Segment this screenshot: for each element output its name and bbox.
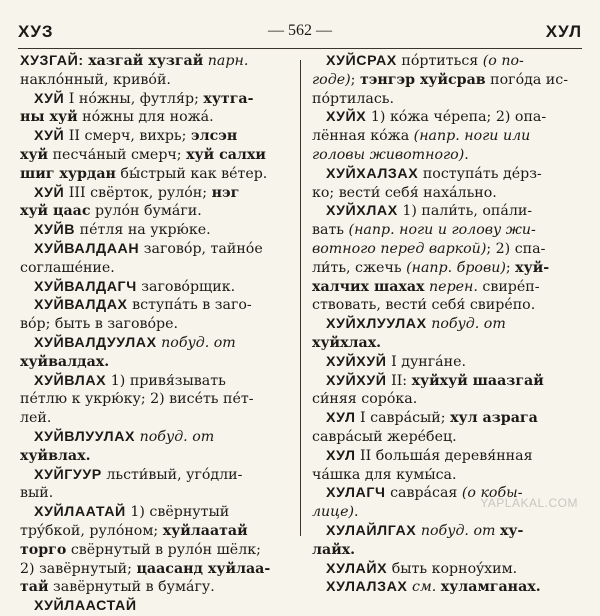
dictionary-line: хуй песча́ный смерч; хуй салхи bbox=[20, 146, 266, 163]
header-right-guideword: ХУЛ bbox=[545, 22, 582, 41]
dictionary-line: ХУЛ II большáя деревя́нная bbox=[326, 447, 533, 464]
dictionary-line: ХУЙ III свёрток, рулóн; нэг bbox=[34, 184, 240, 201]
dictionary-line: головы животного). bbox=[312, 146, 469, 163]
dictionary-line: ХУЙХЛУУЛАХ побуд. от bbox=[326, 316, 506, 333]
dictionary-line: торго свёрнутый в рулóн шёлк; bbox=[20, 541, 261, 558]
dictionary-line: халчих шахах перен. свирéп- bbox=[312, 278, 540, 295]
dictionary-line: ХУЙВАЛДАХ вступáть в заго- bbox=[34, 297, 252, 314]
dictionary-line: лайх. bbox=[312, 541, 356, 558]
header-rule bbox=[18, 48, 582, 49]
dictionary-line: ны хуй нóжны для ножá. bbox=[20, 109, 214, 126]
dictionary-line: пéтлю к укрю́ку; 2) висéть пéт- bbox=[20, 391, 254, 408]
dictionary-line: ХУЙХЛАХ 1) пали́ть, опáли- bbox=[326, 203, 533, 220]
dictionary-line: ХУЙХУЙ II: хуйхуй шаазгай bbox=[326, 372, 544, 389]
dictionary-line: ХУЛАЙЛГАХ побуд. от ху- bbox=[326, 522, 524, 539]
right-column bbox=[312, 52, 582, 597]
dictionary-line: трýбкой, рулóном; хуйлаатай bbox=[20, 522, 248, 539]
dictionary-line: ХУЗГАЙ: хазгай хузгай парн. наклóнный, кривóй. bbox=[20, 53, 249, 88]
dictionary-line: ли́ть, сжечь (напр. брови); хуй- bbox=[312, 259, 550, 276]
dictionary-line: годе); тэнгэр хуйсрав погóда ис- bbox=[312, 71, 569, 88]
left-column bbox=[20, 52, 292, 616]
dictionary-line: ХУЛ I саврáсый; хул азрага bbox=[326, 410, 538, 427]
dictionary-line: ХУЙЛААСТАЙ bbox=[34, 598, 137, 615]
dictionary-line: ХУЙ II смерч, вихрь; элсэн bbox=[34, 128, 238, 145]
header-left-guideword: ХУЗ bbox=[18, 22, 54, 41]
running-head bbox=[18, 22, 582, 42]
dictionary-line: ХУЙВАЛДААН заговóр, тайнóе bbox=[34, 240, 263, 257]
dictionary-line: хуй цаас рулóн бумáги. bbox=[20, 203, 202, 220]
dictionary-line: ХУЛАГЧ саврáсая (о кобы- bbox=[326, 485, 523, 502]
dictionary-line: 2) завёрнутый; цаасанд хуйлаа- bbox=[20, 560, 271, 577]
dictionary-line: ХУЙВАЛДУУЛАХ побуд. от bbox=[34, 334, 236, 351]
dictionary-line: соглашéние. bbox=[20, 259, 115, 276]
column-divider bbox=[300, 60, 301, 536]
dictionary-line: вый. bbox=[20, 485, 54, 502]
dictionary-line: вóр; быть в заговóре. bbox=[20, 316, 179, 333]
dictionary-line: ХУЛАЛЗАХ см. хуламганах. bbox=[326, 579, 541, 596]
dictionary-line: шиг хурдан бы́стрый как вéтер. bbox=[20, 165, 268, 182]
dictionary-line: ХУЙВЛАХ 1) привя́зывать bbox=[34, 372, 226, 389]
dictionary-line: тай завёрнутый в бумáгу. bbox=[20, 579, 215, 596]
dictionary-line: ХУЙСРАХ пóртиться (о по- bbox=[326, 53, 524, 69]
dictionary-line: ХУЙХАЛЗАХ поступáть дéрз- bbox=[326, 165, 542, 182]
dictionary-line: ко; вести́ себя́ нахáльно. bbox=[312, 184, 497, 201]
dictionary-line: лей. bbox=[20, 410, 52, 427]
dictionary-line: чáшка для кумы́са. bbox=[312, 466, 457, 483]
dictionary-line: ХУЙВАЛДАГЧ заговóрщик. bbox=[34, 278, 236, 295]
dictionary-line: хуйвалдах. bbox=[20, 353, 110, 370]
dictionary-line: ХУЙХ 1) кóжа чéрепа; 2) опа- bbox=[326, 109, 547, 126]
dictionary-line: хуйвлах. bbox=[20, 447, 91, 464]
dictionary-line: лённая кóжа (напр. ноги или bbox=[312, 128, 531, 145]
dictionary-line: вотного перед варкой); 2) спа- bbox=[312, 240, 546, 257]
dictionary-line: пóртилась. bbox=[312, 90, 395, 107]
dictionary-line: си́няя сорóка. bbox=[312, 391, 418, 408]
dictionary-line: ХУЛАЙХ быть корноýхим. bbox=[326, 560, 518, 577]
dictionary-line: ХУЙЛААТАЙ 1) свёрнутый bbox=[34, 504, 230, 521]
dictionary-line: хуйхлах. bbox=[312, 334, 382, 351]
watermark: YAPLAKAL.COM bbox=[480, 496, 578, 510]
dictionary-line: лице). bbox=[312, 504, 359, 521]
dictionary-line: ствовать, вести́ себя́ свирéпо. bbox=[312, 297, 536, 314]
dictionary-line: ХУЙ I нóжны, футля́р; хутга- bbox=[34, 90, 254, 107]
dictionary-line: ХУЙХУЙ I дунгáне. bbox=[326, 353, 466, 370]
dictionary-line: вать (напр. ноги и голову жи- bbox=[312, 222, 536, 239]
dictionary-line: саврáсый жерéбец. bbox=[312, 428, 457, 445]
dictionary-line: ХУЙВ пéтля на укрю́ке. bbox=[34, 222, 211, 239]
page-number: — 562 — bbox=[268, 22, 332, 39]
dictionary-line: ХУЙВЛУУЛАХ побуд. от bbox=[34, 428, 215, 445]
dictionary-line: ХУЙГУУР льсти́вый, угóдли- bbox=[34, 466, 243, 483]
